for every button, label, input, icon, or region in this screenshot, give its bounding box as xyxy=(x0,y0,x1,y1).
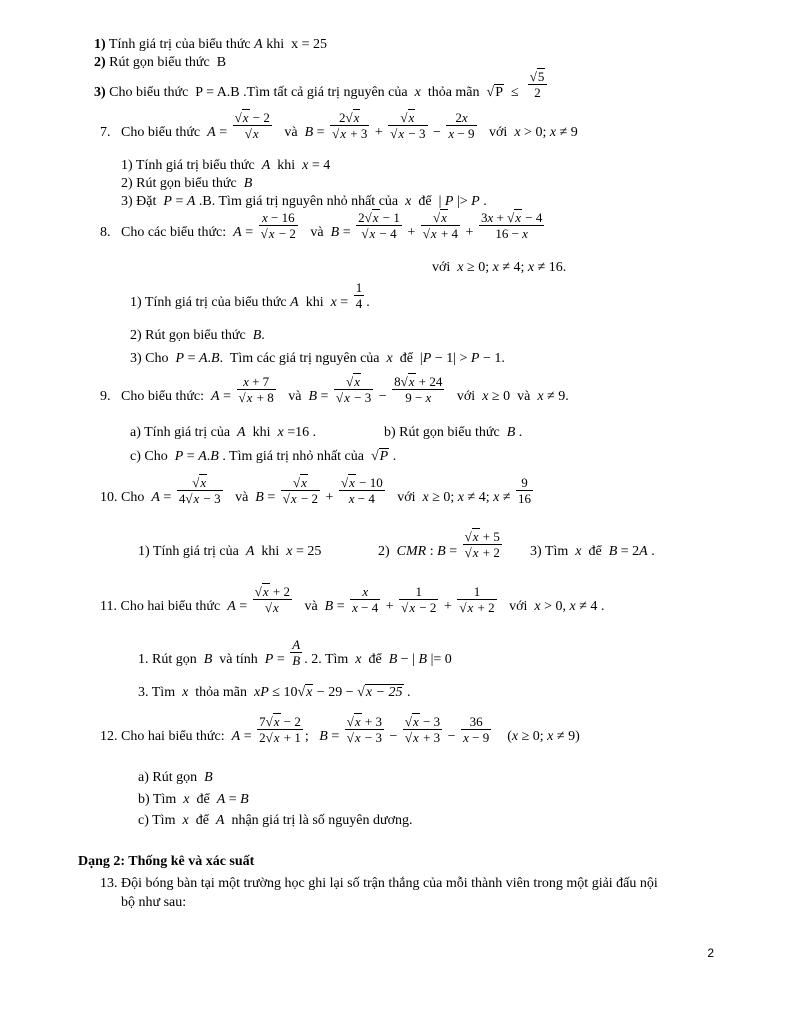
p9-b: b) Rút gọn biểu thức B . xyxy=(384,425,523,440)
p9-a: a) Tính giá trị của A khi x =16 . xyxy=(130,425,317,440)
p8-condition: với x ≥ 0; x ≠ 4; x ≠ 16. xyxy=(432,260,567,275)
p10-sub-3: 3) Tìm x để B = 2A . xyxy=(530,544,655,559)
p12-a: a) Rút gọn B xyxy=(138,770,213,785)
p10-sub-1: 1) Tính giá trị của A khi x = 25 xyxy=(138,544,322,559)
p10-heading: 10. Cho A = $\frac{√x}{4√x - 3}$ và B = $\frac{√x}{√x - 2}$ + $\frac{√x - 10}{x - 4}$ với x ≥ 0; x ≠ 4; x ≠ $\frac{9}{16}$ xyxy=(100,475,531,507)
p12-b: b) Tìm x để A = B xyxy=(138,792,249,807)
p12-c: c) Tìm x để A nhận giá trị là số nguyên dương. xyxy=(138,813,413,828)
p8-sub-1: 1) Tính giá trị của biểu thức A khi x = $\frac{1}{4}$ . xyxy=(130,280,370,312)
p8-sub-2: 2) Rút gọn biểu thức B. xyxy=(130,328,265,343)
p8-heading: 8. Cho các biểu thức: A = $\frac{x - 16}{√x - 2}$ và B = $\frac{2√x - 1}{√x - 4}$ + $\frac{√x}{√x + 4}$ + $\frac{3x + √x - 4}{16 - x}$ xyxy=(100,210,543,242)
p9-c: c) Cho P = A.B . Tìm giá trị nhỏ nhất của √P . xyxy=(130,449,397,464)
p13-line-1: 13. Đội bóng bàn tại một trường học ghi lại số trận thắng của mỗi thành viên trong một giải đấu nội xyxy=(100,876,658,891)
p9-heading: 9. Cho biểu thức: A = $\frac{x + 7}{√x + 8}$ và B = $\frac{√x}{√x - 3}$ − $\frac{8√x + 24}{9 - x}$ với x ≥ 0 và x ≠ 9. xyxy=(100,374,569,406)
p6-line-2: 2) Rút gọn biểu thức B xyxy=(94,55,227,70)
p7-sub-2: 2) Rút gọn biểu thức B xyxy=(121,176,253,191)
p11-sub-1-2: 1. Rút gọn B và tính P = $\frac{A}{B}$ . 2. Tìm x để B − | B |= 0 xyxy=(138,637,452,669)
p6-line-1: 1) Tính giá trị của biểu thức A khi x = 25 xyxy=(94,37,327,52)
p11-sub-3: 3. Tìm x thỏa mãn xP ≤ 10√x − 29 − √x − 25 . xyxy=(138,685,411,700)
p13-line-2: bộ như sau: xyxy=(121,895,187,910)
p10-sub-2: 2) CMR : B = $\frac{√x + 5}{√x + 2}$ xyxy=(378,529,500,561)
p7-sub-1: 1) Tính giá trị biểu thức A khi x = 4 xyxy=(121,158,331,173)
p11-heading: 11. Cho hai biểu thức A = $\frac{√x + 2}{√x}$ và B = $\frac{x}{x - 4}$ + $\frac{1}{√x - 2}$ + $\frac{1}{√x + 2}$ với x > 0, x ≠ 4 . xyxy=(100,584,605,616)
p7-heading: 7. Cho biểu thức A = $\frac{√x - 2}{√x}$ và B = $\frac{2√x}{√x + 3}$ + $\frac{√x}{√x - 3}$ − $\frac{2x}{x - 9}$ với x > 0; x ≠ 9 xyxy=(100,110,578,142)
p8-sub-3: 3) Cho P = A.B. Tìm các giá trị nguyên của x để |P − 1| > P − 1. xyxy=(130,351,505,366)
p6-line-3: 3) Cho biểu thức P = A.B .Tìm tất cả giá trị nguyên của x thỏa mãn √P ≤ $\frac{√5}{2}$ xyxy=(94,84,549,102)
page-number: 2 xyxy=(707,946,714,960)
p7-sub-3: 3) Đặt P = A .B. Tìm giá trị nguyên nhỏ nhất của x để | P |> P . xyxy=(121,194,487,209)
section-heading: Dạng 2: Thống kê và xác suất xyxy=(78,854,255,869)
p12-heading: 12. Cho hai biểu thức: A = $\frac{7√x - 2}{2√x + 1}$ ; B = $\frac{√x + 3}{√x - 3}$ − $\frac{√x - 3}{√x + 3}$ − $\frac{36}{x - 9}$ (x ≥ 0; x ≠ 9) xyxy=(100,714,580,746)
